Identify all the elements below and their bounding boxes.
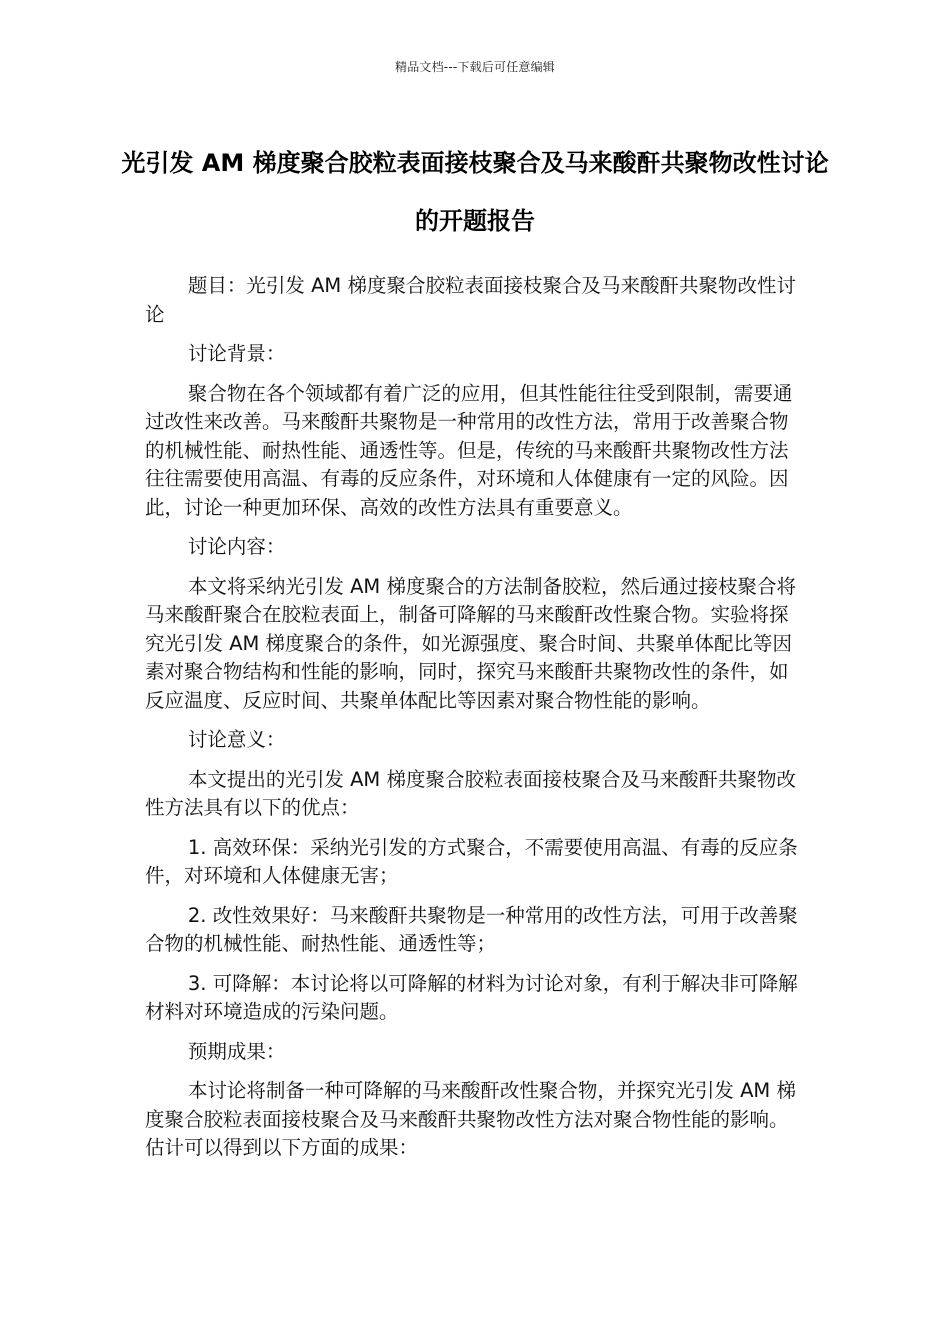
paragraph-topic: 题目：光引发 AM 梯度聚合胶粒表面接枝聚合及马来酸酐共聚物改性讨论 bbox=[145, 274, 796, 326]
heading-significance: 讨论意义： bbox=[187, 728, 286, 751]
paragraph-background: 聚合物在各个领域都有着广泛的应用，但其性能往往受到限制，需要通过改性来改善。马来酸酐共聚物是一种常用的改性方法，常用于改善聚合物的机械性能、耐热性能、通透性等。但是，传统的马来酸酐共聚物改性方法往往需要使用高温、有毒的反应条件，对环境和人体健康有一定的风险。因此，讨论一种更加环保、高效的改性方法具有重要意义。 bbox=[145, 381, 793, 519]
list-item-advantage-1: 1. 高效环保：采纳光引发的方式聚合，不需要使用高温、有毒的反应条件，对环境和人体健康无害； bbox=[145, 835, 798, 887]
document-title: 光引发 AM 梯度聚合胶粒表面接枝聚合及马来酸酐共聚物改性讨论的开题报告 bbox=[121, 149, 829, 235]
list-item-advantage-3: 3. 可降解：本讨论将以可降解的材料为讨论对象，有利于解决非可降解材料对环境造成的污染问题。 bbox=[145, 971, 798, 1023]
document-body bbox=[145, 272, 807, 1174]
heading-content: 讨论内容： bbox=[187, 535, 286, 558]
heading-expected-results: 预期成果： bbox=[187, 1039, 286, 1063]
list-item-advantage-2: 2. 改性效果好：马来酸酐共聚物是一种常用的改性方法，可用于改善聚合物的机械性能、耐热性能、通透性等； bbox=[145, 903, 798, 955]
paragraph-expected-results: 本讨论将制备一种可降解的马来酸酐改性聚合物，并探究光引发 AM 梯度聚合胶粒表面接枝聚合及马来酸酐共聚物改性方法对聚合物性能的影响。估计可以得到以下方面的成果： bbox=[145, 1079, 796, 1159]
page-header-note: 精品文档---下载后可任意编辑 bbox=[395, 60, 555, 74]
paragraph-content: 本文将采纳光引发 AM 梯度聚合的方法制备胶粒，然后通过接枝聚合将马来酸酐聚合在胶粒表面上，制备可降解的马来酸酐改性聚合物。实验将探究光引发 AM 梯度聚合的条件，如光源强度、聚合时间、共聚单体配比等因素对聚合物结构和性能的影响，同时，探究马来酸酐共聚物改性的条件，如反应温度、反应时间、共聚单体配比等因素对聚合物性能的影响。 bbox=[145, 574, 796, 712]
heading-background: 讨论背景： bbox=[187, 342, 286, 365]
paragraph-significance: 本文提出的光引发 AM 梯度聚合胶粒表面接枝聚合及马来酸酐共聚物改性方法具有以下的优点： bbox=[145, 767, 796, 819]
